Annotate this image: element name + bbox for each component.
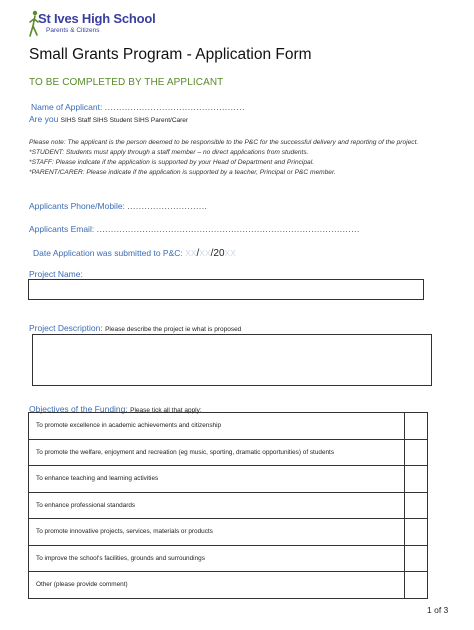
project-name-label <box>29 269 83 279</box>
objective-label: To promote excellence in academic achievements and citizenship <box>29 413 405 440</box>
table-row <box>29 545 428 572</box>
school-logo <box>28 9 156 41</box>
page-indicator: 1 of 3 <box>427 605 449 615</box>
objective-checkbox[interactable] <box>405 439 428 466</box>
table-row <box>29 466 428 493</box>
project-description-hint: Please describe the project ie what is proposed <box>105 326 242 333</box>
objectives-hint: Please tick all that apply: <box>130 407 202 414</box>
objective-label: To improve the school's facilities, grounds and surroundings <box>29 545 405 572</box>
objective-checkbox[interactable] <box>405 572 428 599</box>
applicant-type-label: Are you <box>29 114 59 124</box>
objective-checkbox[interactable] <box>405 466 428 493</box>
project-description-label-text: Project Description: <box>29 323 103 333</box>
section-heading: TO BE COMPLETED BY THE APPLICANT <box>29 77 224 88</box>
objective-checkbox[interactable] <box>405 519 428 546</box>
applicant-name-label: Name of Applicant: <box>31 102 103 112</box>
phone-label: Applicants Phone/Mobile: <box>29 201 125 211</box>
date-month[interactable]: XX <box>199 248 211 258</box>
objectives-label-text: Objectives of the Funding: <box>29 404 128 414</box>
project-name-input[interactable] <box>28 279 424 300</box>
table-row <box>29 519 428 546</box>
submission-date-field[interactable] <box>33 248 236 259</box>
note-line: *STUDENT: Students must apply through a staff member – no direct applications from students. <box>29 149 309 156</box>
phone-field[interactable] <box>29 201 207 211</box>
note-line: *PARENT/CARER: Please indicate if the application is supported by a teacher, Principal or P&C member. <box>29 169 336 176</box>
date-year[interactable]: XX <box>224 248 236 258</box>
project-description-input[interactable] <box>32 334 432 386</box>
date-century: /20 <box>210 248 225 259</box>
date-label: Date Application was submitted to P&C: <box>33 248 183 258</box>
applicant-name-field[interactable] <box>31 102 245 112</box>
objective-label: Other (please provide comment) <box>29 572 405 599</box>
phone-dots: ............................ <box>127 201 208 211</box>
table-row <box>29 439 428 466</box>
note-line: Please note: The applicant is the person deemed to be responsible to the P&C for the successful delivery and reporting of the project. <box>29 139 419 146</box>
applicant-name-dots: ................................................. <box>104 102 245 112</box>
date-separator: / <box>196 248 200 259</box>
table-row <box>29 413 428 440</box>
objective-checkbox[interactable] <box>405 492 428 519</box>
objective-label: To promote innovative projects, services, materials or products <box>29 519 405 546</box>
objective-checkbox[interactable] <box>405 413 428 440</box>
logo-tagline: Parents & Citizens <box>46 27 100 34</box>
table-row <box>29 572 428 599</box>
note-line: *STAFF: Please indicate if the application is supported by your Head of Department and Principal. <box>29 159 315 166</box>
applicant-notes <box>29 138 449 178</box>
applicant-type-options[interactable]: SIHS Staff SIHS Student SIHS Parent/Carer <box>60 117 189 124</box>
objectives-table <box>28 412 428 599</box>
email-field[interactable] <box>29 224 360 234</box>
applicant-type-field <box>29 114 188 124</box>
objective-checkbox[interactable] <box>405 545 428 572</box>
date-day[interactable]: XX <box>185 248 197 258</box>
project-name-label-text: Project Name: <box>29 269 83 279</box>
email-label: Applicants Email: <box>29 224 95 234</box>
logo-school-name: St Ives High School <box>38 11 156 26</box>
table-row <box>29 492 428 519</box>
email-dots: ............................................................................................ <box>96 224 360 234</box>
objective-label: To promote the welfare, enjoyment and recreation (eg music, sporting, dramatic opportunities) of students <box>29 439 405 466</box>
project-description-label <box>29 323 241 333</box>
objective-label: To enhance teaching and learning activities <box>29 466 405 493</box>
objective-label: To enhance professional standards <box>29 492 405 519</box>
form-title: Small Grants Program - Application Form <box>29 46 312 63</box>
